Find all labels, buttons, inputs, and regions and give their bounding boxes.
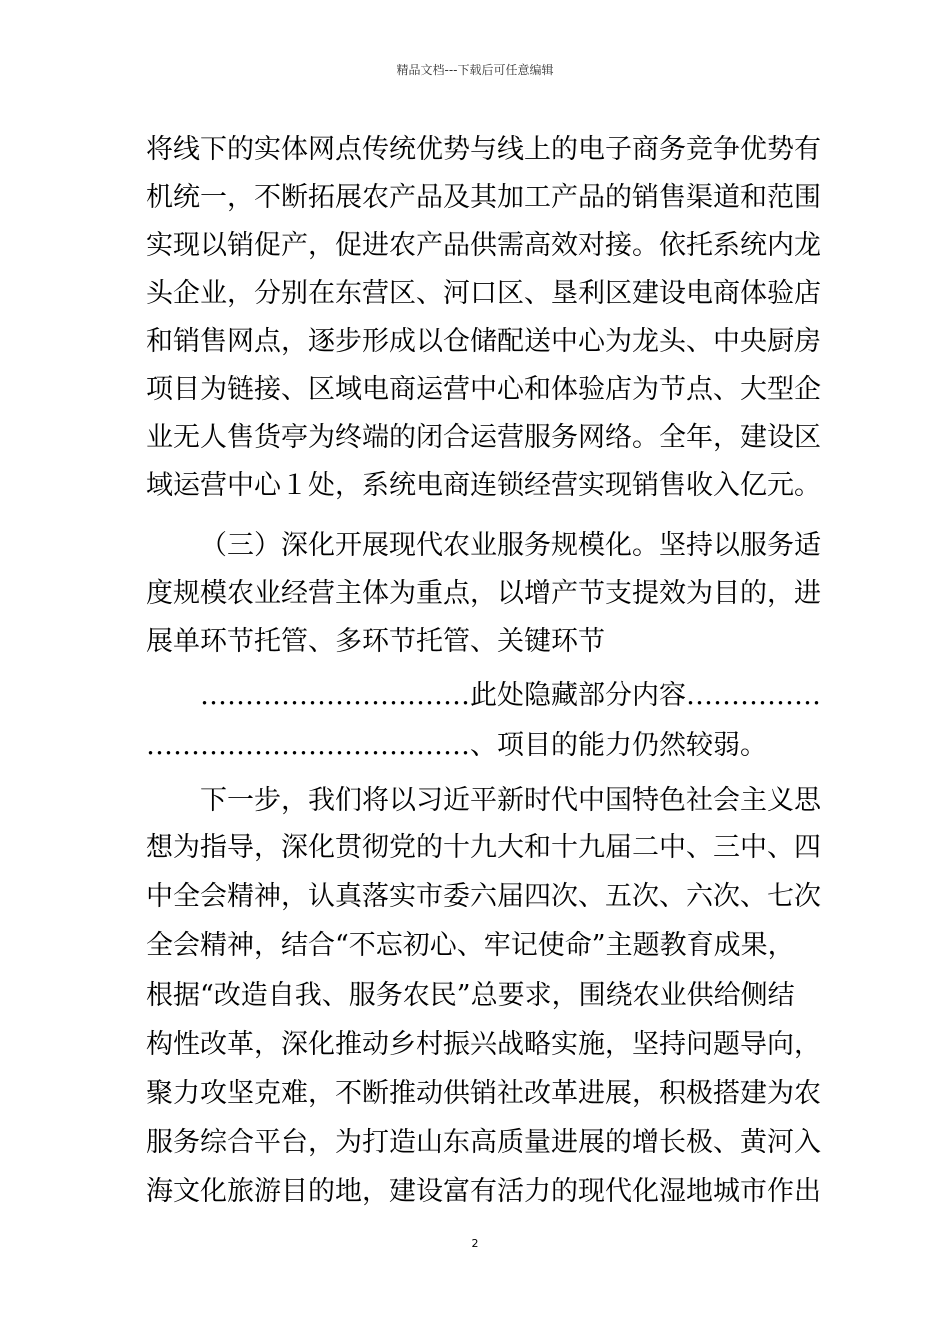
body-line: 聚力攻坚克难，不断推动供销社改革进展，积极搭建为农 (146, 1078, 821, 1109)
hidden-content-notice: …………………………此处隐藏部分内容…………… (200, 680, 821, 711)
body-line: ………………………………、项目的能力仍然较弱。 (146, 730, 767, 761)
body-line: 度规模农业经营主体为重点，以增产节支提效为目的，进 (146, 578, 821, 609)
body-line: 全会精神，结合“不忘初心、牢记使命”主题教育成果， (146, 930, 795, 961)
body-line: 展单环节托管、多环节托管、关键环节 (146, 626, 605, 657)
body-line: 业无人售货亭为终端的闭合运营服务网络。全年，建设区 (146, 422, 821, 453)
body-line: 项目为链接、区域电商运营中心和体验店为节点、大型企 (146, 374, 821, 405)
body-line: 实现以销促产，促进农产品供需高效对接。依托系统内龙 (146, 230, 821, 261)
body-line: 下一步，我们将以习近平新时代中国特色社会主义思 (200, 785, 821, 816)
body-line: 海文化旅游目的地，建设富有活力的现代化湿地城市作出 (146, 1176, 821, 1207)
body-line: （三）深化开展现代农业服务规模化。坚持以服务适 (200, 530, 821, 561)
body-line: 服务综合平台，为打造山东高质量进展的增长极、黄河入 (146, 1127, 821, 1158)
body-line: 头企业，分别在东营区、河口区、垦利区建设电商体验店 (146, 278, 821, 309)
body-line: 将线下的实体网点传统优势与线上的电子商务竞争优势有 (146, 134, 821, 165)
body-line: 中全会精神，认真落实市委六届四次、五次、六次、七次 (146, 881, 821, 912)
body-line: 想为指导，深化贯彻党的十九大和十九届二中、三中、四 (146, 832, 821, 863)
page-number: 2 (471, 1237, 479, 1250)
body-line: 和销售网点，逐步形成以仓储配送中心为龙头、中央厨房 (146, 326, 821, 357)
page-header: 精品文档---下载后可任意编辑 (396, 63, 554, 77)
body-line: 域运营中心１处，系统电商连锁经营实现销售收入亿元。 (146, 470, 821, 501)
body-line: 机统一，不断拓展农产品及其加工产品的销售渠道和范围 (146, 182, 821, 213)
body-line: 根据“改造自我、服务农民”总要求，围绕农业供给侧结 (146, 980, 795, 1011)
body-line: 构性改革，深化推动乡村振兴战略实施，坚持问题导向， (146, 1029, 821, 1060)
